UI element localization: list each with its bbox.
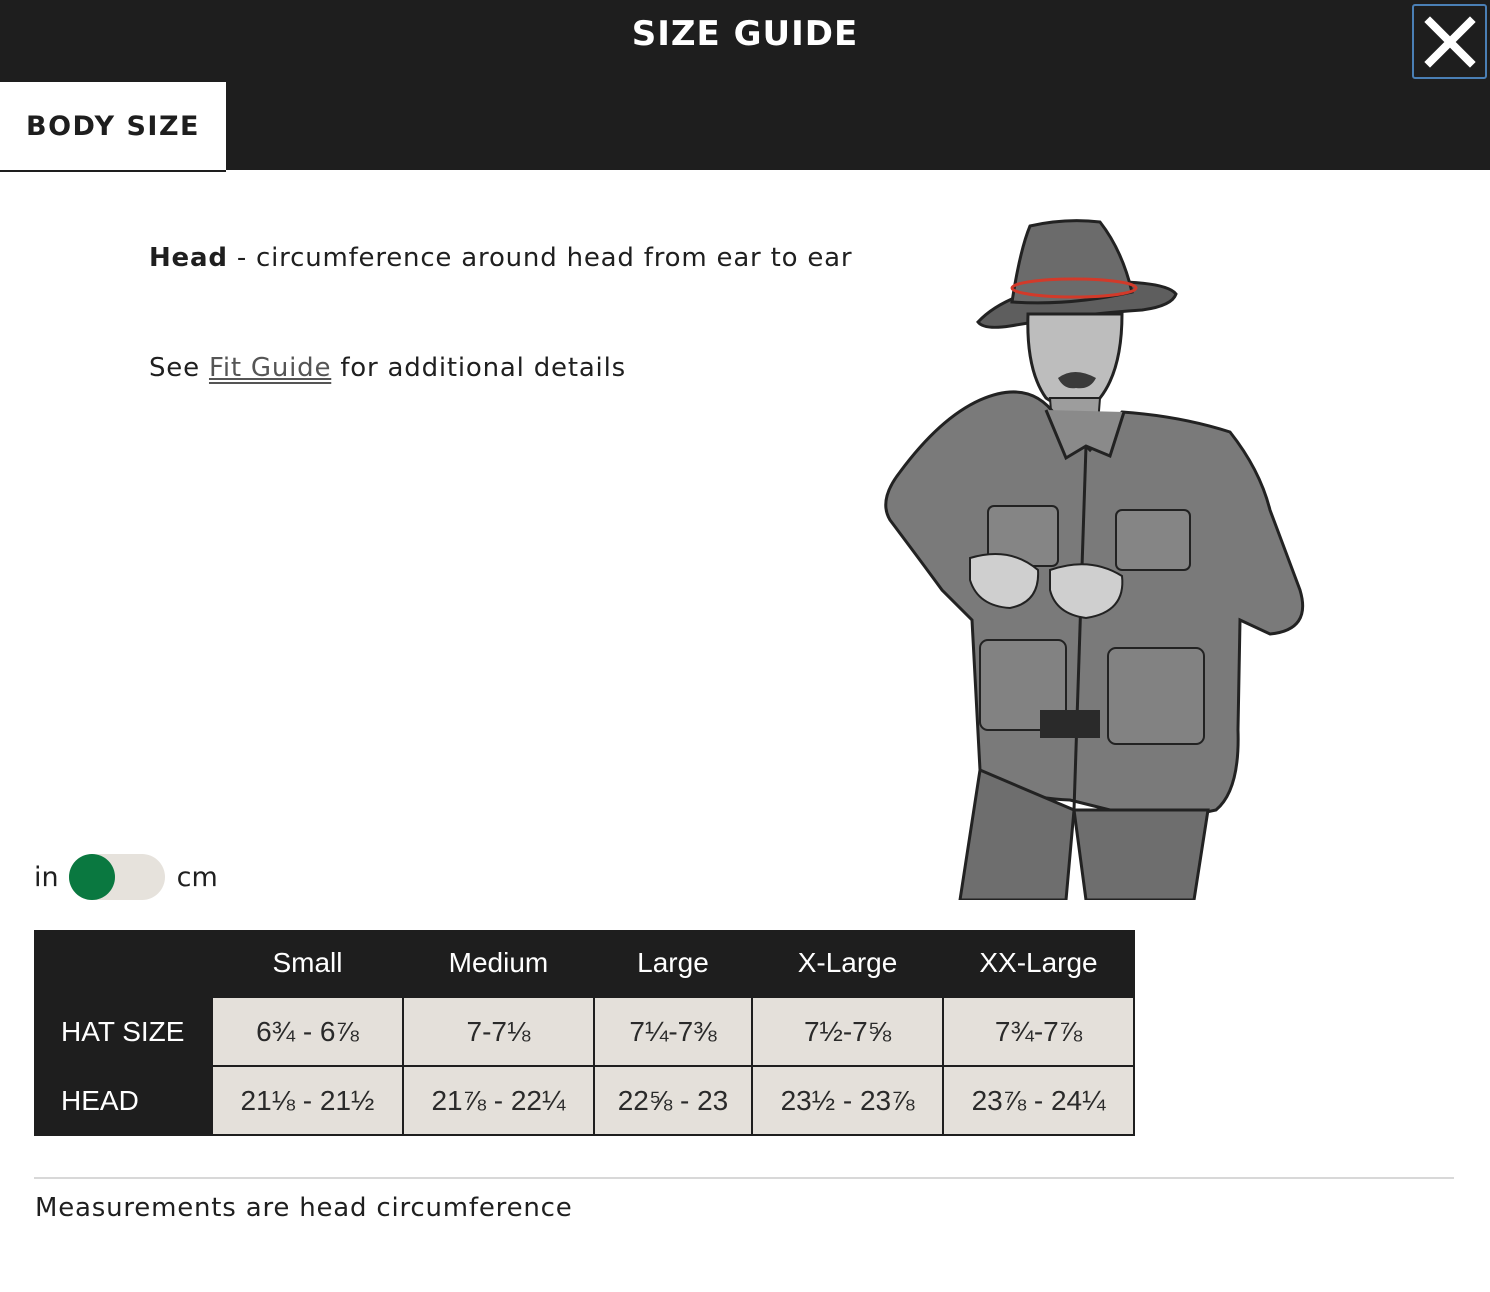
column-header: Small — [272, 947, 343, 978]
fit-guide-suffix: for additional details — [331, 353, 626, 383]
unit-toggle[interactable] — [69, 854, 165, 900]
measurement-term: Head — [149, 243, 228, 273]
measurement-text: - circumference around head from ear to ear — [227, 243, 853, 273]
footnote: Measurements are head circumference — [35, 1193, 573, 1223]
corner-cell — [34, 930, 212, 997]
unit-label-cm[interactable]: cm — [176, 861, 218, 893]
man-in-hat-illustration — [860, 210, 1330, 900]
column-header: Medium — [448, 947, 549, 978]
table-row — [34, 997, 1134, 1066]
measurement-description — [149, 243, 852, 273]
table-cell: 7½-7⅝ — [752, 997, 943, 1066]
modal-header — [0, 0, 1490, 170]
row-header: HEAD — [34, 1066, 212, 1135]
table-row — [34, 1066, 1134, 1135]
table-cell: 23½ - 23⅞ — [752, 1066, 943, 1135]
table-cell: 22⅝ - 23 — [594, 1066, 752, 1135]
modal-title: SIZE GUIDE — [631, 14, 859, 54]
table-header-row — [34, 930, 1134, 997]
close-icon — [1424, 16, 1476, 68]
toggle-knob — [69, 854, 115, 900]
fit-guide-link[interactable]: Fit Guide — [208, 353, 332, 383]
close-button[interactable] — [1412, 4, 1487, 79]
table-cell: 21⅛ - 21½ — [212, 1066, 403, 1135]
unit-switcher — [34, 853, 218, 901]
table-cell: 7-7⅛ — [403, 997, 594, 1066]
table-cell: 23⅞ - 24¼ — [943, 1066, 1134, 1135]
unit-label-in[interactable]: in — [34, 861, 59, 893]
divider — [34, 1177, 1454, 1179]
tab-label: BODY SIZE — [26, 110, 200, 142]
column-header: Large — [637, 947, 709, 978]
table-cell: 7¾-7⅞ — [943, 997, 1134, 1066]
column-header: X-Large — [797, 947, 898, 978]
size-table — [34, 930, 1135, 1136]
fit-guide-prefix: See — [149, 353, 209, 383]
column-header: XX-Large — [979, 947, 1098, 978]
row-header: HAT SIZE — [34, 997, 212, 1066]
table-cell: 6¾ - 6⅞ — [212, 997, 403, 1066]
table-cell: 21⅞ - 22¼ — [403, 1066, 594, 1135]
fit-guide-line — [149, 353, 626, 383]
tab-body-size[interactable] — [0, 82, 226, 172]
table-cell: 7¼-7⅜ — [594, 997, 752, 1066]
